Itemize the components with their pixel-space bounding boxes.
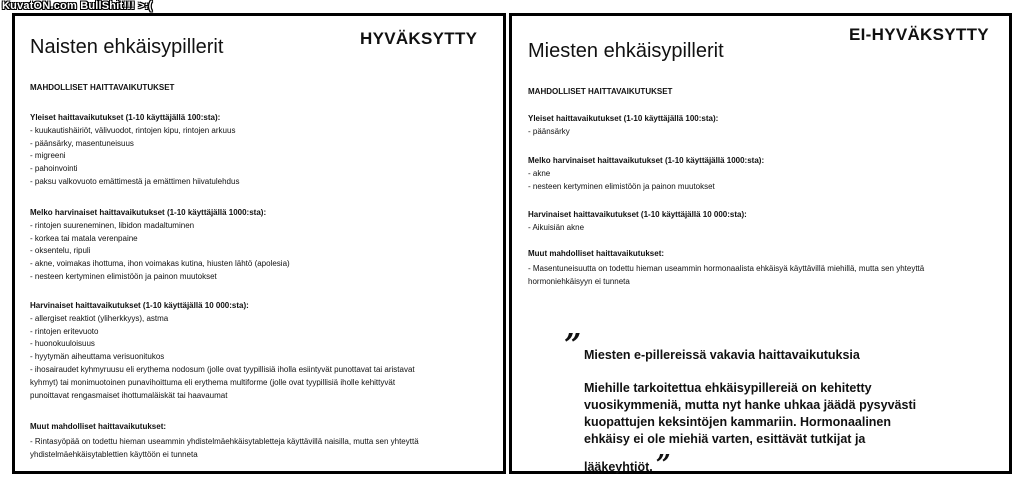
panel-miesten [509,13,1012,480]
list-item: - nesteen kertyminen elimistöön ja painon muutokset [30,271,217,281]
page-title: Naisten ehkäisypillerit [30,36,224,58]
list-item: - Aikuisiän akne [528,222,585,232]
list-item: - huonokuuloisuus [30,339,95,349]
list-item: - akne [528,168,551,178]
list-item: - hyytymän aiheuttama verisuonitukos [30,352,165,362]
section-title: Muut mahdolliset haittavaikutukset: [30,422,167,431]
quote-line: ehkäisy ei ole miehiä varten, esittävät tutkijat ja [584,432,866,446]
section-title: Yleiset haittavaikutukset (1-10 käyttäjällä 100:sta): [528,114,719,123]
list-item: - akne, voimakas ihottuma, ihon voimakas kutina, hiusten lähtö (apolesia) [30,259,290,269]
quote-headline: Miesten e-pillereissä vakavia haittavaikutuksia [584,348,860,362]
list-item: - Rintasyöpää on todettu hieman useammin yhdistelmäehkäisytabletteja käyttävillä naisilla, mutta sen yhteyttä [30,436,419,446]
rejection-stamp: EI-HYVÄKSYTTY [849,25,989,44]
section-heading: MAHDOLLISET HAITTAVAIKUTUKSET [528,87,673,96]
section-common [528,113,1008,139]
list-item: - korkea tai matala verenpaine [30,233,138,243]
list-item: yhdistelmäehkäisytablettien käyttöön ei tunneta [30,449,198,459]
section-other [528,248,1008,288]
section-title: Harvinaiset haittavaikutukset (1-10 käyttäjällä 10 000:sta): [528,210,747,219]
list-item: kyhmyt) tai monimuotoinen punavihoittuma eli erythema multiforme (jolle ovat tyypillisiä iholle kehittyvät [30,377,396,387]
section-heading: MAHDOLLISET HAITTAVAIKUTUKSET [30,83,175,92]
section-other [30,421,498,461]
quote-line: kuopattujen keksintöjen kammariin. Hormonaalinen [584,415,892,429]
quote-body [584,380,916,478]
quote-line: vuosikymmeniä, mutta nyt hanke uhkaa jäädä pysyvästi [584,398,917,412]
watermark-text: KuvatON.com BullShit!!! >:( [2,0,153,12]
quote-line [584,448,916,478]
list-item: - päänsärky [528,126,570,136]
list-item: - nesteen kertyminen elimistöön ja painon muutokset [528,181,715,191]
quote-line-text: lääkeyhtiöt. [584,460,653,474]
page-title: Miesten ehkäisypillerit [528,40,724,62]
section-uncommon [528,155,1008,193]
list-item: - ihosairaudet kyhmyruusu eli erythema nodosum (jolle ovat tyypillisiä iholla esiintyvät punottavat tai aristavat [30,364,415,374]
list-item: - rintojen eritevuoto [30,326,99,336]
close-quote-mark: ” [655,450,671,480]
section-uncommon [30,207,500,284]
section-title: Melko harvinaiset haittavaikutukset (1-10 käyttäjällä 1000:sta): [528,156,765,165]
list-item: hormoniehkäisyyn ei tunneta [528,276,630,286]
list-item: - allergiset reaktiot (yliherkkyys), astma [30,313,169,323]
section-rare [30,300,498,402]
news-quote [564,328,1004,480]
section-title: Yleiset haittavaikutukset (1-10 käyttäjällä 100:sta): [30,113,221,122]
open-quote-mark: ” [564,328,582,363]
section-common [30,112,500,189]
list-item: - migreeni [30,151,66,161]
list-item: - Masentuneisuutta on todettu hieman useammin hormonaalista ehkäisyä käyttävillä miehillä, mutta sen yhteyttä [528,263,925,273]
panel-naisten [12,13,506,474]
list-item: - oksentelu, ripuli [30,246,91,256]
section-title: Harvinaiset haittavaikutukset (1-10 käyttäjällä 10 000:sta): [30,301,249,310]
list-item: - pahoinvointi [30,164,78,174]
approval-stamp: HYVÄKSYTTY [360,29,478,48]
section-rare [528,209,1008,235]
list-item: punoittavat rengasmaiset ihottumaläiskät tai haavaumat [30,390,228,400]
section-title: Muut mahdolliset haittavaikutukset: [528,249,665,258]
list-item: - paksu valkovuoto emättimestä ja emättimen hiivatulehdus [30,176,240,186]
section-title: Melko harvinaiset haittavaikutukset (1-10 käyttäjällä 1000:sta): [30,208,267,217]
list-item: - kuukautishäiriöt, välivuodot, rintojen kipu, rintojen arkuus [30,125,236,135]
list-item: - rintojen suureneminen, libidon madaltuminen [30,220,195,230]
quote-line: Miehille tarkoitettua ehkäisypillereiä on kehitetty [584,381,872,395]
list-item: - päänsärky, masentuneisuus [30,138,134,148]
